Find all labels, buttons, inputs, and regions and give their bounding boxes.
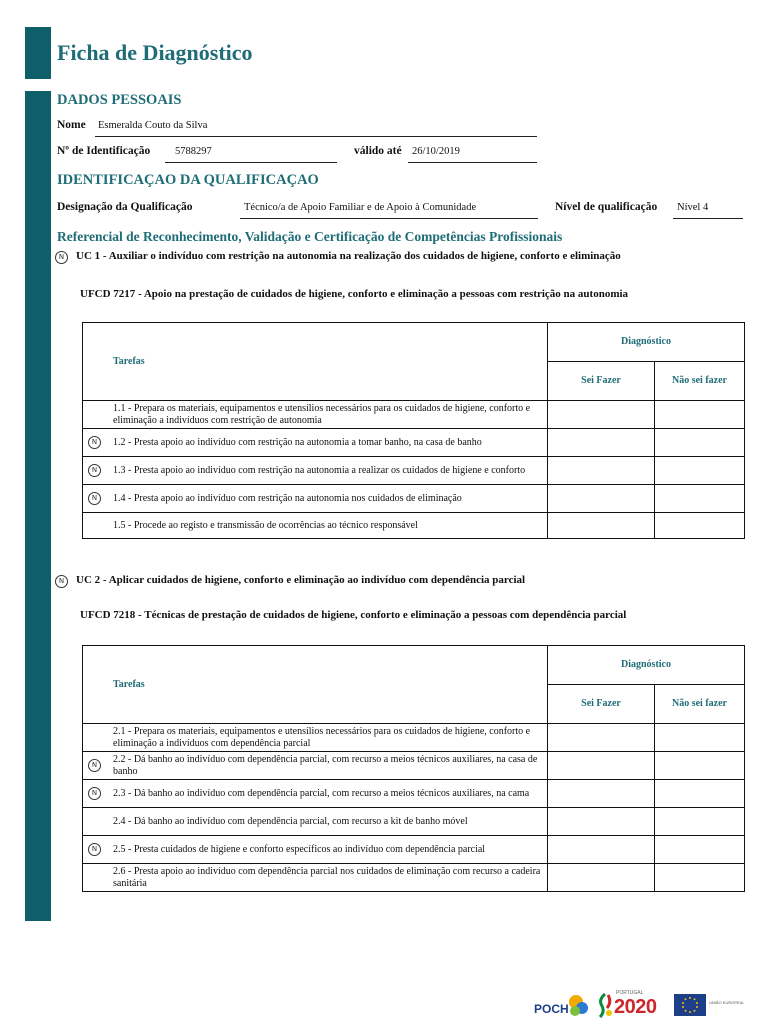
n-marker-icon: N xyxy=(88,436,101,449)
nome-field[interactable]: Esmeralda Couto da Silva xyxy=(98,120,208,131)
id-field[interactable]: 5788297 xyxy=(175,146,212,157)
id-label: Nº de Identificação xyxy=(57,145,151,157)
id-underline xyxy=(165,162,337,163)
table-row xyxy=(83,752,745,780)
table-row xyxy=(83,485,745,513)
task-cell xyxy=(83,836,548,864)
task-cell xyxy=(83,513,548,539)
table-row xyxy=(83,401,745,429)
section-heading-qualificacao: IDENTIFICAÇAO DA QUALIFICAÇAO xyxy=(57,172,319,188)
ufcd-7217-title: UFCD 7217 - Apoio na prestação de cuidados de higiene, conforto e eliminação a pessoas com restrição na autonomia xyxy=(80,288,629,300)
designacao-field[interactable]: Técnico/a de Apoio Familiar e de Apoio à Comunidade xyxy=(244,202,477,213)
portugal-2020-text: 2020 xyxy=(614,996,657,1018)
n-marker-icon: N xyxy=(88,787,101,800)
task-cell xyxy=(83,780,548,808)
task-text: 1.3 - Presta apoio ao indivíduo com restrição na autonomia a realizar os cuidados de higiene e conforto xyxy=(113,464,526,476)
uc2-tasks-table xyxy=(82,645,745,892)
task-text: 1.2 - Presta apoio ao indivíduo com restrição na autonomia a tomar banho, na casa de banho xyxy=(113,436,482,448)
sei-fazer-cell[interactable] xyxy=(548,808,655,836)
task-cell xyxy=(83,485,548,513)
sei-fazer-cell[interactable] xyxy=(548,752,655,780)
task-cell xyxy=(83,429,548,457)
portugal-2020-mark xyxy=(596,992,614,1018)
nao-sei-fazer-cell[interactable] xyxy=(655,724,745,752)
task-text: 2.3 - Dá banho ao indivíduo com dependência parcial, com recurso a meios técnicos auxiliares, na cama xyxy=(113,787,530,799)
nao-sei-fazer-cell[interactable] xyxy=(655,457,745,485)
sei-fazer-cell[interactable] xyxy=(548,457,655,485)
sei-fazer-cell[interactable] xyxy=(548,864,655,892)
task-cell xyxy=(83,864,548,892)
nao-sei-fazer-cell[interactable] xyxy=(655,401,745,429)
uc2-marker-icon: N xyxy=(55,575,68,588)
tarefas-header: Tarefas xyxy=(83,323,548,401)
nao-sei-fazer-cell[interactable] xyxy=(655,429,745,457)
nao-sei-fazer-cell[interactable] xyxy=(655,836,745,864)
n-marker-icon: N xyxy=(88,464,101,477)
eu-flag-icon xyxy=(674,994,706,1016)
uc2-title: UC 2 - Aplicar cuidados de higiene, conforto e eliminação ao indivíduo com dependência parcial xyxy=(76,574,526,586)
portugal-small-text: PORTUGAL xyxy=(616,990,644,996)
title-accent-bar xyxy=(25,27,51,79)
table-row xyxy=(83,864,745,892)
referencial-heading: Referencial de Reconhecimento, Validação e Certificação de Competências Profissionais xyxy=(57,229,563,244)
sei-fazer-cell[interactable] xyxy=(548,724,655,752)
valido-field[interactable]: 26/10/2019 xyxy=(412,146,460,157)
task-text: 1.4 - Presta apoio ao indivíduo com restrição na autonomia nos cuidados de eliminação xyxy=(113,492,462,504)
nao-sei-fazer-cell[interactable] xyxy=(655,485,745,513)
task-text: 2.5 - Presta cuidados de higiene e conforto específicos ao indivíduo com dependência parcial xyxy=(113,843,486,855)
n-marker-icon: N xyxy=(88,492,101,505)
sidebar-bar xyxy=(25,91,51,921)
table-row xyxy=(83,457,745,485)
poch-logo xyxy=(532,990,592,1020)
uc1-marker-icon: N xyxy=(55,251,68,264)
sei-fazer-cell[interactable] xyxy=(548,401,655,429)
task-cell xyxy=(83,808,548,836)
table-row xyxy=(83,429,745,457)
task-text: 1.1 - Prepara os materiais, equipamentos e utensílios necessários para os cuidados de higiene, conforto e eliminação a indivíduos com restrição de autonomia xyxy=(113,402,531,426)
portugal-2020-logo xyxy=(596,990,668,1020)
task-text: 2.1 - Prepara os materiais, equipamentos e utensílios necessários para os cuidados de higiene, conforto e eliminação a indivíduos com dependência parcial xyxy=(113,725,531,749)
table-row xyxy=(83,513,745,539)
table-row xyxy=(83,780,745,808)
eu-flag-logo xyxy=(674,990,744,1020)
table-row xyxy=(83,724,745,752)
sei-fazer-cell[interactable] xyxy=(548,429,655,457)
eu-caption: UNIÃO EUROPEIA xyxy=(709,1000,744,1005)
nao-sei-fazer-header: Não sei fazer xyxy=(655,362,745,401)
sei-fazer-header: Sei Fazer xyxy=(548,685,655,724)
uc1-tasks-table xyxy=(82,322,745,539)
nao-sei-fazer-header: Não sei fazer xyxy=(655,685,745,724)
n-marker-icon: N xyxy=(88,759,101,772)
nivel-label: Nível de qualificação xyxy=(555,201,658,213)
nome-label: Nome xyxy=(57,119,86,131)
page-title: Ficha de Diagnóstico xyxy=(57,40,253,65)
nao-sei-fazer-cell[interactable] xyxy=(655,513,745,539)
task-cell xyxy=(83,401,548,429)
uc1-title: UC 1 - Auxiliar o indivíduo com restrição na autonomia na realização dos cuidados de higiene, conforto e eliminação xyxy=(76,250,621,262)
valido-label: válido até xyxy=(354,145,402,157)
nao-sei-fazer-cell[interactable] xyxy=(655,752,745,780)
table-row xyxy=(83,808,745,836)
table-row xyxy=(83,836,745,864)
task-cell xyxy=(83,724,548,752)
n-marker-icon: N xyxy=(88,843,101,856)
nao-sei-fazer-cell[interactable] xyxy=(655,780,745,808)
nivel-field[interactable]: Nível 4 xyxy=(677,202,709,213)
sei-fazer-cell[interactable] xyxy=(548,780,655,808)
sei-fazer-cell[interactable] xyxy=(548,485,655,513)
tarefas-header: Tarefas xyxy=(83,646,548,724)
task-cell xyxy=(83,752,548,780)
nao-sei-fazer-cell[interactable] xyxy=(655,864,745,892)
task-text: 2.6 - Presta apoio ao indivíduo com dependência parcial nos cuidados de eliminação com recurso a cadeira sanitária xyxy=(113,865,541,889)
designacao-underline xyxy=(240,218,538,219)
diagnostico-header: Diagnóstico xyxy=(548,323,745,362)
sei-fazer-header: Sei Fazer xyxy=(548,362,655,401)
diagnostico-header: Diagnóstico xyxy=(548,646,745,685)
section-heading-dados-pessoais: DADOS PESSOAIS xyxy=(57,92,182,108)
task-text: 2.4 - Dá banho ao indivíduo com dependência parcial, com recurso a kit de banho móvel xyxy=(113,815,468,827)
ufcd-7218-title: UFCD 7218 - Técnicas de prestação de cuidados de higiene, conforto e eliminação a pessoas com dependência parcial xyxy=(80,609,627,621)
task-text: 2.2 - Dá banho ao indivíduo com dependência parcial, com recurso a meios técnicos auxiliares, na casa de banho xyxy=(113,753,538,777)
sei-fazer-cell[interactable] xyxy=(548,513,655,539)
task-cell xyxy=(83,457,548,485)
valido-underline xyxy=(408,162,537,163)
designacao-label: Designação da Qualificação xyxy=(57,201,193,213)
nivel-underline xyxy=(673,218,743,219)
nome-underline xyxy=(95,136,537,137)
task-text: 1.5 - Procede ao registo e transmissão de ocorrências ao técnico responsável xyxy=(113,519,418,531)
poch-logo-text: POCH xyxy=(534,1002,569,1016)
nao-sei-fazer-cell[interactable] xyxy=(655,808,745,836)
sei-fazer-cell[interactable] xyxy=(548,836,655,864)
